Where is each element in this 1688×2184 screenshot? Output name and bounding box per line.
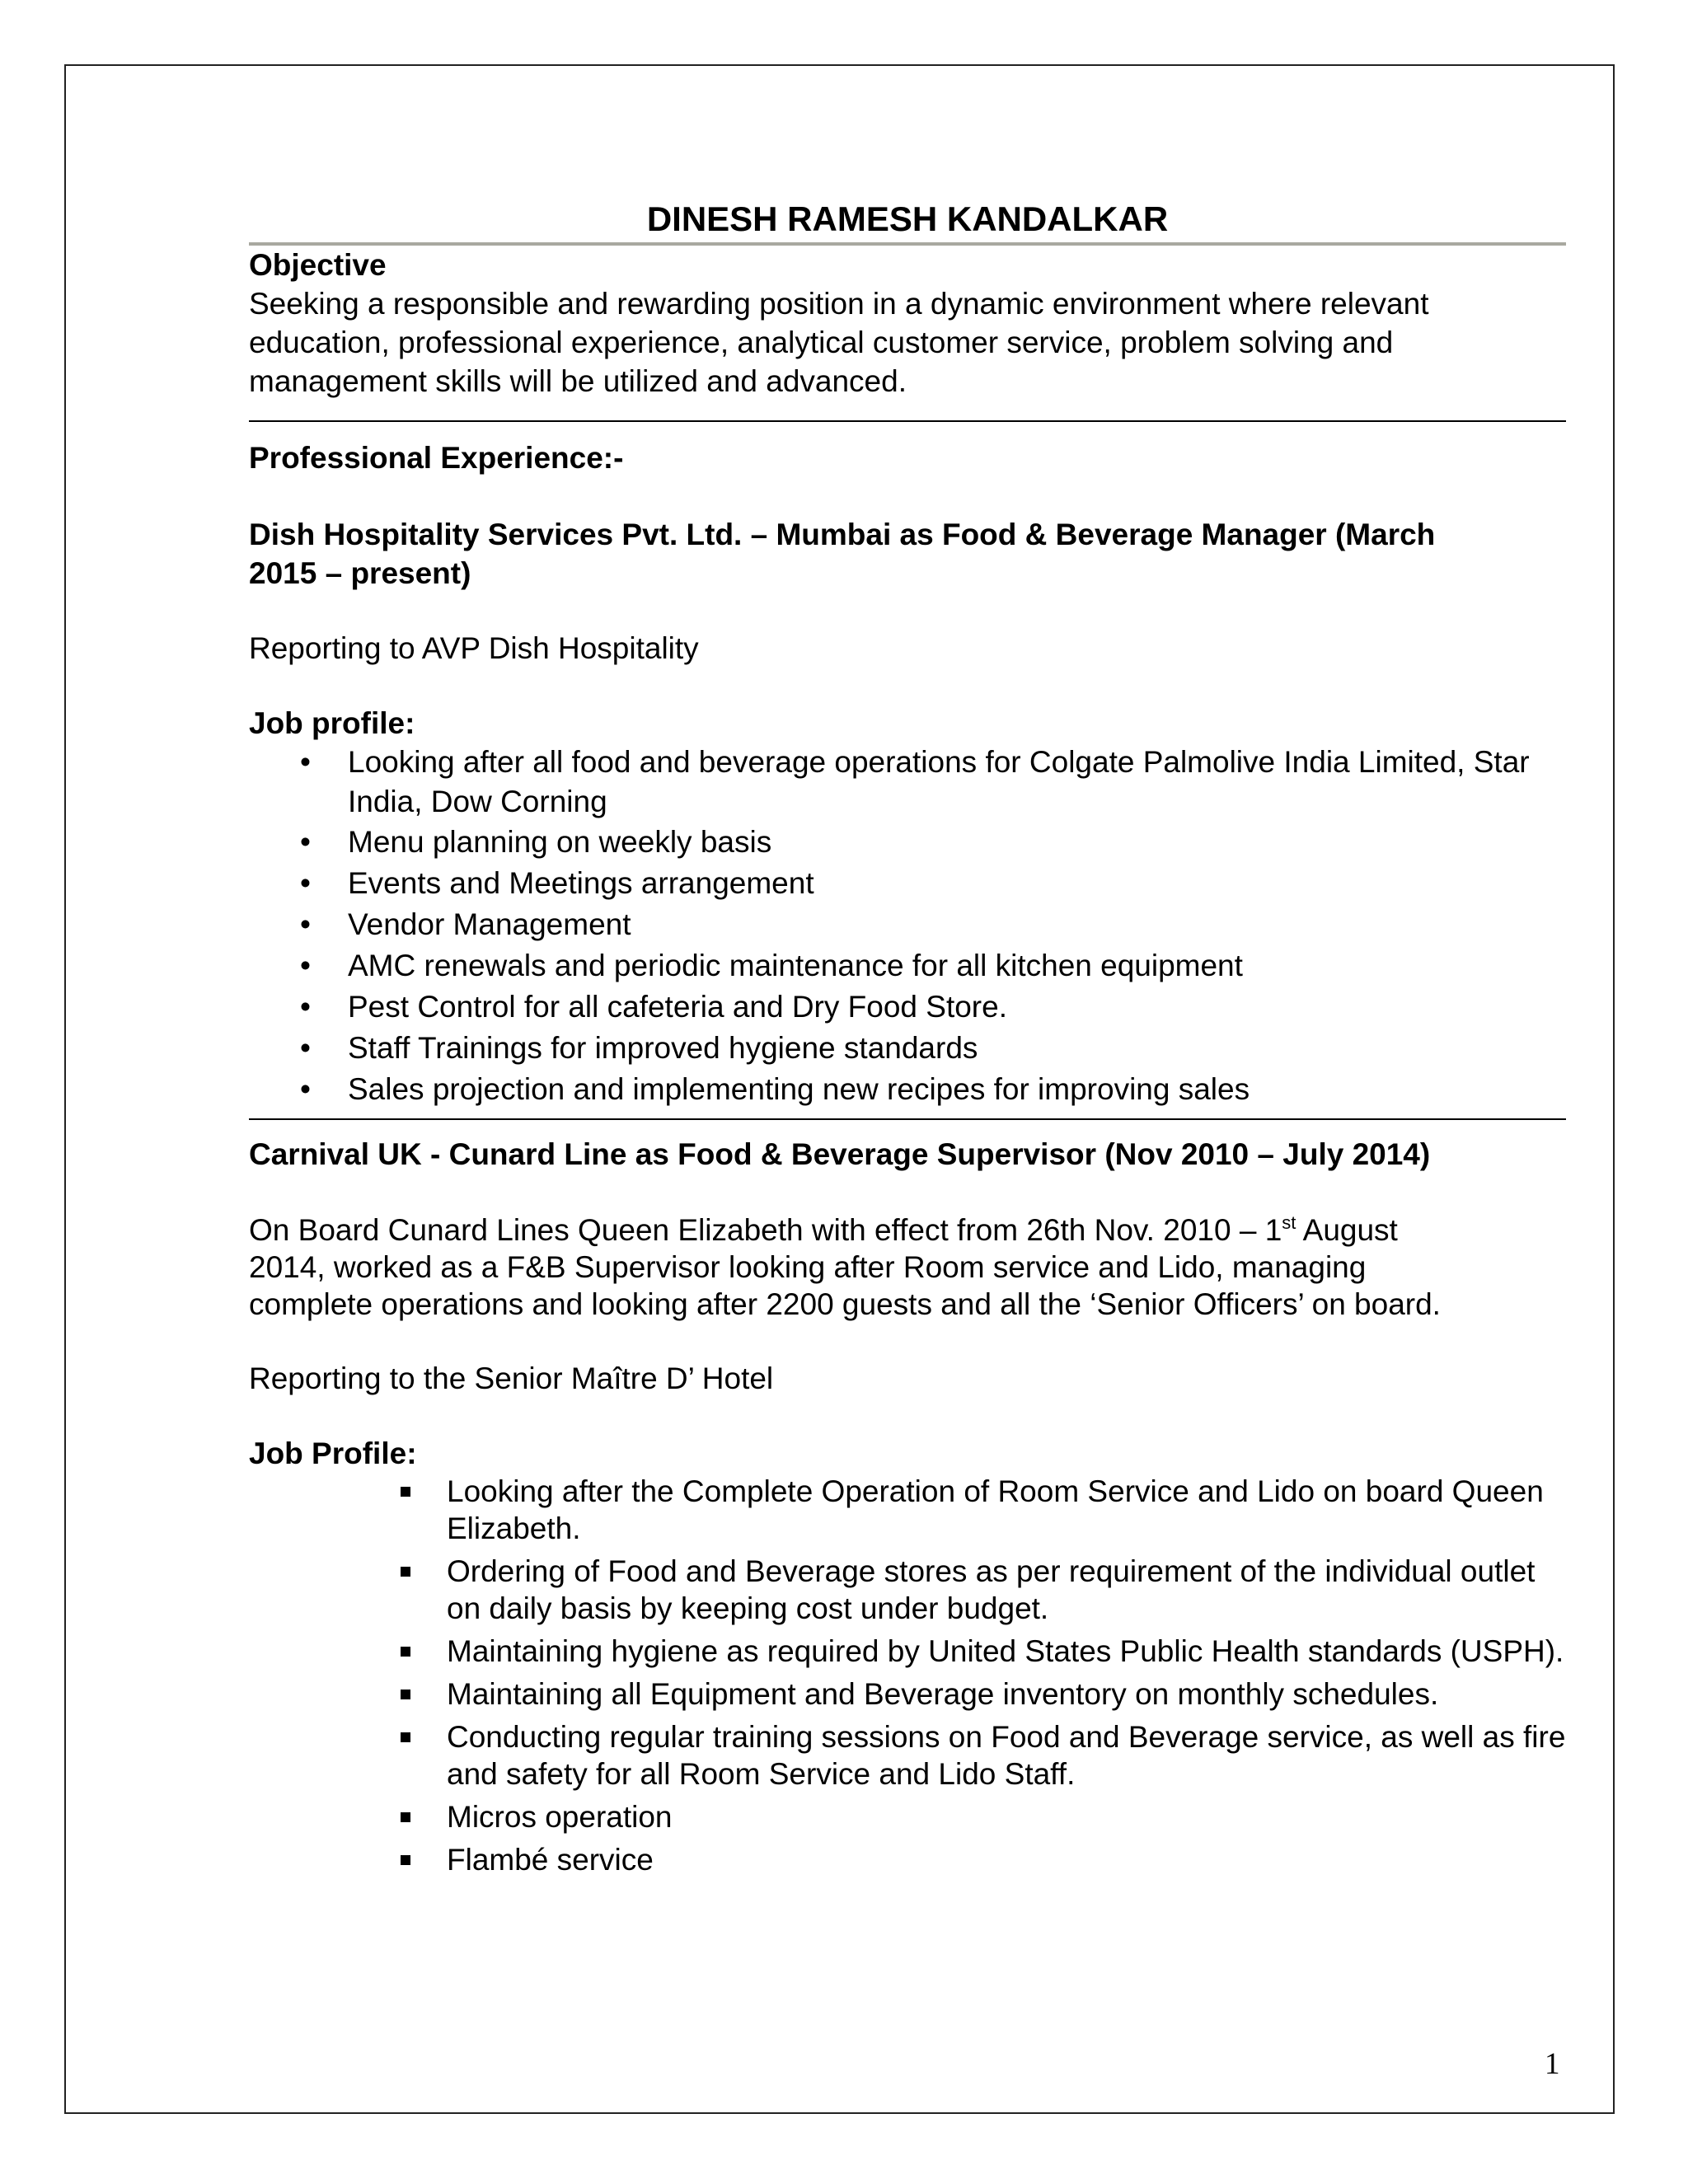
square-bullet-icon (401, 1487, 410, 1497)
job1-title-line1: Dish Hospitality Services Pvt. Ltd. – Mumbai as Food & Beverage Manager (March (249, 518, 1436, 551)
page-number: 1 (1545, 2047, 1560, 2081)
list-item (249, 1553, 1566, 1627)
candidate-name: DINESH RAMESH KANDALKAR (249, 198, 1566, 246)
job1-duty-list (249, 743, 1566, 1110)
list-item-text: Micros operation (447, 1800, 673, 1834)
list-item (249, 987, 1566, 1028)
bullet-icon: • (300, 825, 311, 859)
list-item-text: Looking after all food and beverage operations for Colgate Palmolive India Limited, Star India, Dow Corning (348, 745, 1530, 818)
bullet-icon: • (300, 1031, 311, 1065)
section-divider (249, 420, 1566, 422)
job1-reporting: Reporting to AVP Dish Hospitality (249, 631, 699, 665)
list-item-text: Maintaining hygiene as required by United States Public Health standards (USPH). (447, 1634, 1564, 1668)
list-item-text: Maintaining all Equipment and Beverage inventory on monthly schedules. (447, 1677, 1439, 1711)
list-item (249, 1633, 1566, 1670)
job2-profile-heading: Job Profile: (249, 1436, 417, 1470)
list-item (249, 1675, 1566, 1713)
square-bullet-icon (401, 1690, 410, 1699)
square-bullet-icon (401, 1647, 410, 1657)
list-item-text: Flambé service (447, 1843, 654, 1877)
list-item-text: Staff Trainings for improved hygiene standards (348, 1031, 978, 1065)
experience-heading: Professional Experience:- (249, 441, 624, 475)
list-item (249, 904, 1566, 945)
bullet-icon: • (300, 1072, 311, 1106)
list-item (249, 822, 1566, 863)
job2-desc-line1-end: August (1296, 1213, 1398, 1247)
list-item (249, 1718, 1566, 1793)
job2-duty-list (249, 1473, 1566, 1878)
square-bullet-icon (401, 1812, 410, 1822)
list-item (249, 1028, 1566, 1069)
ordinal-suffix: st (1282, 1212, 1296, 1233)
bullet-icon: • (300, 745, 311, 779)
list-item-text: Ordering of Food and Beverage stores as per requirement of the individual outlet on daily basis by keeping cost under budget. (447, 1554, 1536, 1625)
list-item (249, 1798, 1566, 1835)
list-item-text: Looking after the Complete Operation of Room Service and Lido on board Queen Elizabeth. (447, 1474, 1544, 1545)
list-item (249, 743, 1566, 822)
resume-content (249, 198, 1566, 1884)
job2-desc-line1: On Board Cunard Lines Queen Elizabeth with effect from 26th Nov. 2010 – 1 (249, 1213, 1282, 1247)
list-item-text: Conducting regular training sessions on Food and Beverage service, as well as fire and safety for all Room Service and Lido Staff. (447, 1720, 1566, 1791)
objective-heading: Objective (249, 248, 387, 282)
square-bullet-icon (401, 1855, 410, 1865)
bullet-icon: • (300, 990, 311, 1024)
list-item (249, 863, 1566, 904)
job2-desc-line2: 2014, worked as a F&B Supervisor looking after Room service and Lido, managing (249, 1250, 1367, 1284)
job2-title: Carnival UK - Cunard Line as Food & Beverage Supervisor (Nov 2010 – July 2014) (249, 1137, 1431, 1171)
square-bullet-icon (401, 1567, 410, 1577)
bullet-icon: • (300, 949, 311, 982)
list-item (249, 1473, 1566, 1547)
bullet-icon: • (300, 866, 311, 900)
objective-text: Seeking a responsible and rewarding position in a dynamic environment where relevant education, professional experience, analytical customer service, problem solving and management skills will be utilized and advanced. (249, 287, 1429, 398)
list-item-text: Sales projection and implementing new recipes for improving sales (348, 1072, 1250, 1106)
list-item (249, 945, 1566, 987)
list-item-text: Vendor Management (348, 907, 631, 941)
job2-description (249, 1212, 1566, 1323)
job1-title-line2: 2015 – present) (249, 556, 471, 590)
square-bullet-icon (401, 1732, 410, 1742)
list-item (249, 1069, 1566, 1110)
list-item-text: Events and Meetings arrangement (348, 866, 814, 900)
list-item-text: Pest Control for all cafeteria and Dry Food Store. (348, 990, 1007, 1024)
job1-profile-heading: Job profile: (249, 706, 415, 740)
job2-desc-line3: complete operations and looking after 2200 guests and all the ‘Senior Officers’ on board. (249, 1287, 1441, 1321)
list-item (249, 1841, 1566, 1878)
section-divider (249, 1118, 1566, 1120)
list-item-text: AMC renewals and periodic maintenance for all kitchen equipment (348, 949, 1243, 982)
job2-reporting: Reporting to the Senior Maître D’ Hotel (249, 1361, 774, 1395)
list-item-text: Menu planning on weekly basis (348, 825, 772, 859)
bullet-icon: • (300, 907, 311, 941)
